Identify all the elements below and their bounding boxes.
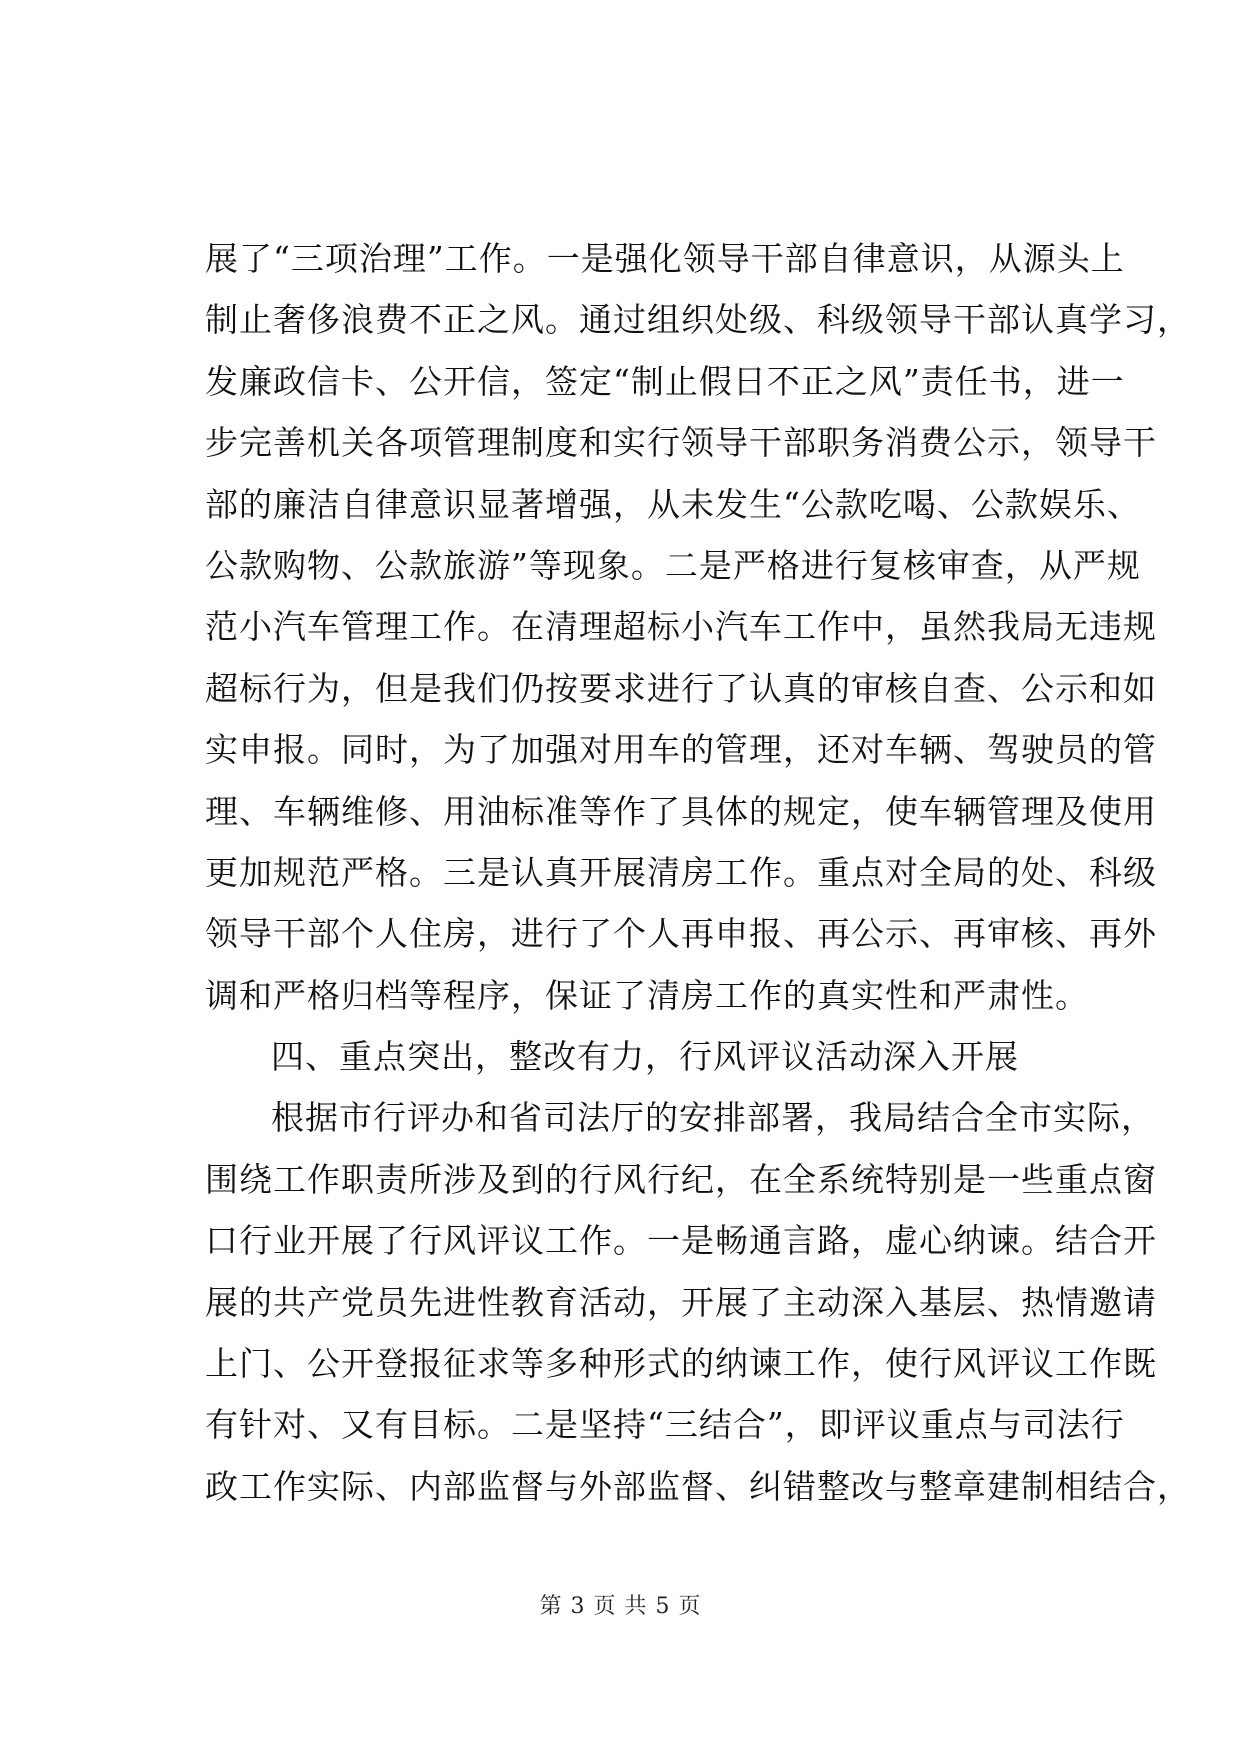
text-line: 根据市行评办和省司法厅的安排部署，我局结合全市实际， [271,1098,1155,1138]
text-line: 理、车辆维修、用油标准等作了具体的规定，使车辆管理及使用 [205,791,1157,831]
text-line: 公款购物、公款旅游”等现象。二是严格进行复核审查，从严规 [205,545,1141,585]
text-line: 范小汽车管理工作。在清理超标小汽车工作中，虽然我局无违规 [205,607,1157,647]
text-line: 制止奢侈浪费不正之风。通过组织处级、科级领导干部认真学习， [205,300,1191,340]
text-line: 口行业开展了行风评议工作。一是畅通言路，虚心纳谏。结合开 [205,1221,1157,1261]
text-line: 领导干部个人住房，进行了个人再申报、再公示、再审核、再外 [205,914,1157,954]
text-line: 展的共产党员先进性教育活动，开展了主动深入基层、热情邀请 [205,1282,1157,1322]
text-line: 发廉政信卡、公开信，签定“制止假日不正之风”责任书，进一 [205,361,1125,401]
paragraph-three-governance [205,228,1191,1026]
text-line: 展了“三项治理”工作。一是强化领导干部自律意识，从源头上 [205,239,1125,278]
text-line: 政工作实际、内部监督与外部监督、纠错整改与整章建制相结合， [205,1466,1191,1506]
text-line: 更加规范严格。三是认真开展清房工作。重点对全局的处、科级 [205,852,1157,892]
text-line: 实申报。同时，为了加强对用车的管理，还对车辆、驾驶员的管 [205,730,1157,770]
text-line: 部的廉洁自律意识显著增强，从未发生“公款吃喝、公款娱乐、 [205,484,1141,524]
paragraph-conduct-review [205,1087,1191,1517]
text-line: 步完善机关各项管理制度和实行领导干部职务消费公示，领导干 [205,423,1157,463]
text-line: 有针对、又有目标。二是坚持“三结合”，即评议重点与司法行 [205,1405,1125,1445]
section-heading [205,1026,1071,1087]
text-line: 超标行为，但是我们仍按要求进行了认真的审核自查、公示和如 [205,668,1157,708]
text-line: 调和严格归档等程序，保证了清房工作的真实性和严肃性。 [205,975,1089,1015]
document-body [205,228,1191,1517]
section-heading-text: 四、重点突出，整改有力，行风评议活动深入开展 [271,1037,1019,1077]
text-line: 上门、公开登报征求等多种形式的纳谏工作，使行风评议工作既 [205,1344,1157,1384]
page-number-footer: 第 3 页 共 5 页 [539,1594,702,1619]
text-line: 围绕工作职责所涉及到的行风行纪，在全系统特别是一些重点窗 [205,1159,1157,1199]
